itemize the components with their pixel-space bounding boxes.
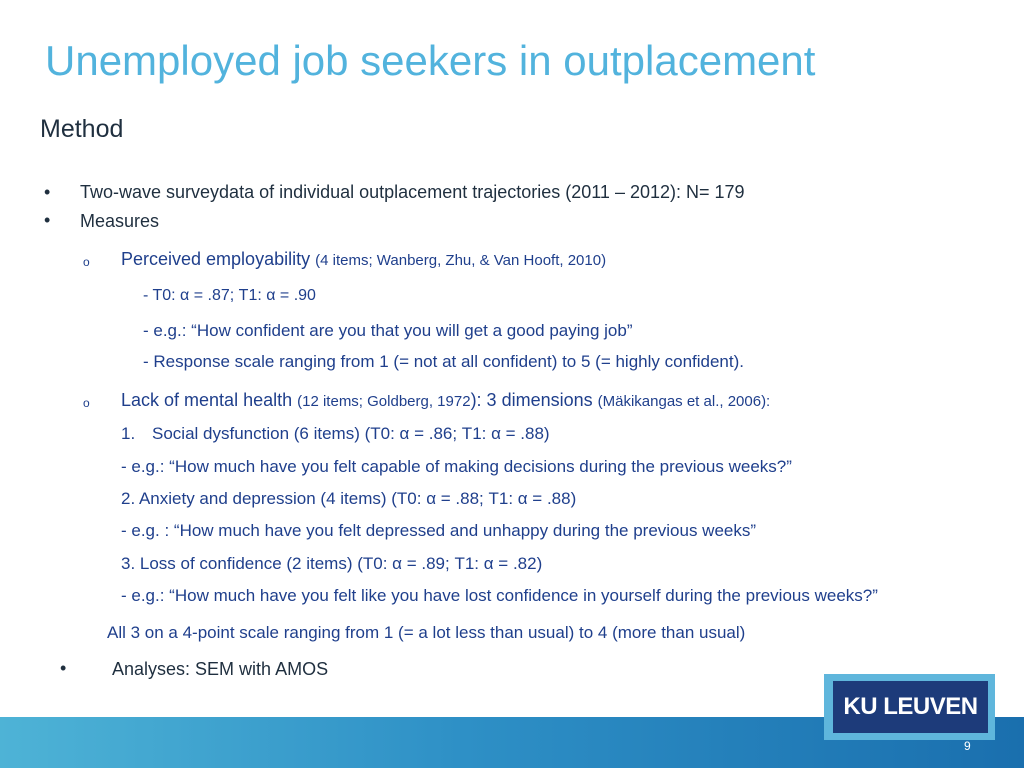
employability-title: Perceived employability <box>121 249 311 269</box>
mental-health-scale: All 3 on a 4-point scale ranging from 1 (= a lot less than usual) to 4 (more than usual) <box>107 623 746 642</box>
employability-scale: - Response scale ranging from 1 (= not at all confident) to 5 (= highly confident). <box>143 352 744 371</box>
dimension-2-example: - e.g. : “How much have you felt depressed and unhappy during the previous weeks” <box>121 521 757 540</box>
bullet-marker: • <box>60 658 67 678</box>
bullet-marker: • <box>44 182 51 202</box>
ku-leuven-logo <box>833 681 988 733</box>
employability-heading <box>121 249 606 271</box>
bullet-analyses: Analyses: SEM with AMOS <box>112 659 329 679</box>
sub-bullet-marker: o <box>83 255 90 269</box>
employability-alpha: - T0: α = .87; T1: α = .90 <box>143 287 316 304</box>
dimension-1-number: 1. <box>121 424 136 443</box>
dimension-3: 3. Loss of confidence (2 items) (T0: α = .89; T1: α = .82) <box>121 554 543 573</box>
dimension-3-example: - e.g.: “How much have you felt like you have lost confidence in yourself during the previous weeks?” <box>121 586 878 605</box>
slide-title: Unemployed job seekers in outplacement <box>45 37 816 84</box>
mental-health-ref1: (12 items; Goldberg, 1972 <box>297 393 471 410</box>
bullet-marker: • <box>44 210 51 230</box>
logo-text: KU LEUVEN <box>843 693 978 720</box>
dimension-1-example: - e.g.: “How much have you felt capable of making decisions during the previous weeks?” <box>121 457 792 476</box>
mental-health-title: Lack of mental health <box>121 390 293 410</box>
bullet-survey: Two-wave surveydata of individual outplacement trajectories (2011 – 2012): N= 179 <box>80 182 745 202</box>
dimension-2: 2. Anxiety and depression (4 items) (T0: α = .88; T1: α = .88) <box>121 489 577 508</box>
bullet-measures: Measures <box>80 211 160 231</box>
slide-subtitle: Method <box>40 115 124 143</box>
page-number: 9 <box>964 739 971 753</box>
employability-example: - e.g.: “How confident are you that you will get a good paying job” <box>143 321 633 340</box>
mental-health-heading <box>121 390 770 412</box>
employability-ref: (4 items; Wanberg, Zhu, & Van Hooft, 2010) <box>315 252 607 269</box>
mental-health-ref2: (Mäkikangas et al., 2006): <box>597 393 771 410</box>
dimension-1: Social dysfunction (6 items) (T0: α = .86; T1: α = .88) <box>152 424 550 443</box>
mental-health-mid: ): 3 dimensions <box>470 390 593 410</box>
sub-bullet-marker: o <box>83 396 90 410</box>
